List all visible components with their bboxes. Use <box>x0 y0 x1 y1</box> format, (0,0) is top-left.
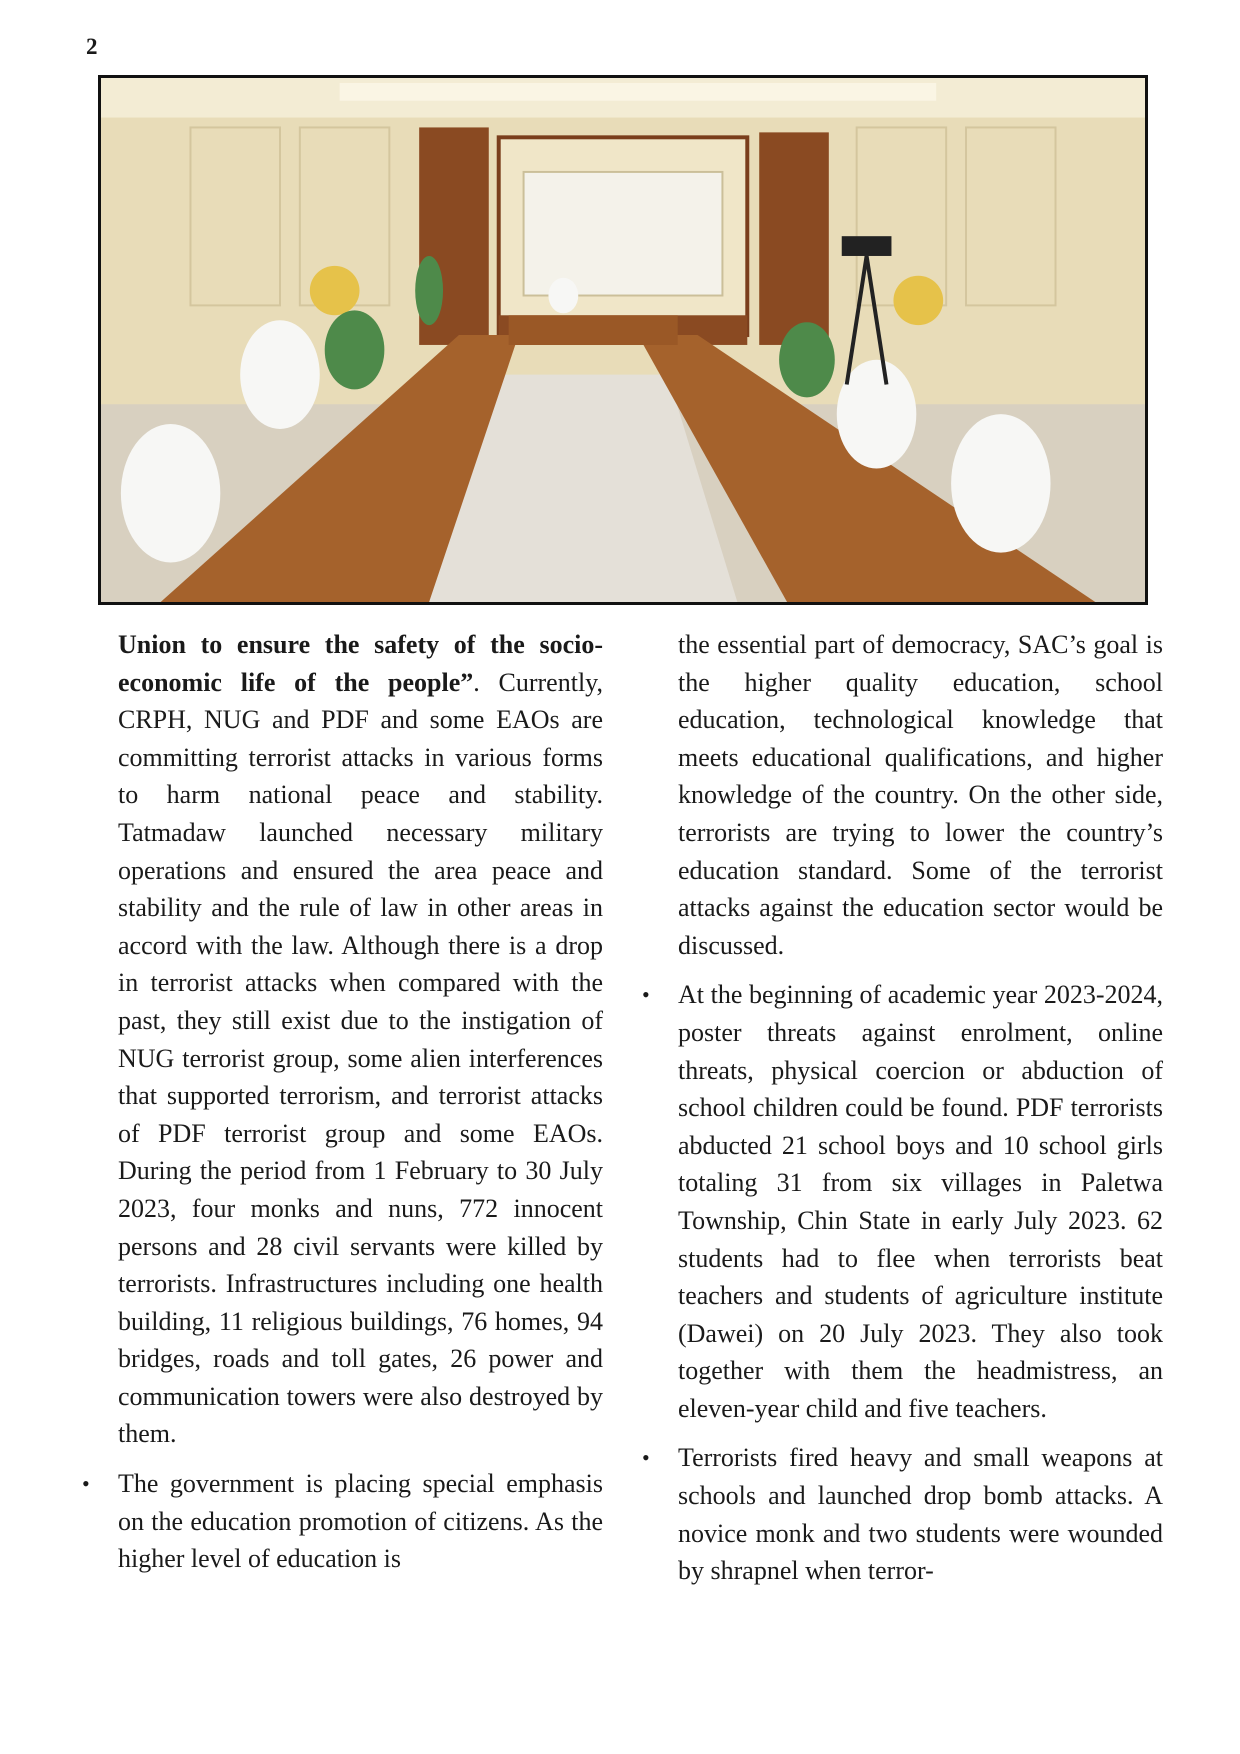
lead-bold-text: Union to ensure the safety of the socio-economic life of the people” <box>118 630 603 697</box>
left-column <box>82 626 603 1578</box>
bullet-dot: • <box>82 1471 90 1497</box>
meeting-room-photo <box>98 75 1148 605</box>
right-column <box>642 626 1163 1590</box>
paragraph-text: . Currently, CRPH, NUG and PDF and some EAOs are committing terrorist attacks in various forms to harm national peace and stability. Tatmadaw launched necessary military operations and ensured the area peace and stability and the rule of law in other areas in accord with the law. Although there is a drop in terrorist attacks when compared with the past, they still exist due to the instigation of NUG terrorist group, some alien interferences that supported terrorism, and terrorist attacks of PDF terrorist group and some EAOs. During the period from 1 February to 30 July 2023, four monks and nuns, 772 innocent persons and 28 civil servants were killed by terrorists. Infrastructures including one health building, 11 religious buildings, 76 homes, 94 bridges, roads and toll gates, 26 power and communication towers were also destroyed by them. <box>118 667 603 1449</box>
photo-illustration <box>101 78 1145 602</box>
bullet-text: Terrorists fired heavy and small weapons at schools and launched drop bomb attacks. A novice monk and two students were wounded by shrapnel when terror- <box>678 1443 1163 1586</box>
bullet-text: At the beginning of academic year 2023-2024, poster threats against enrolment, online threats, physical coercion or abduction of school children could be found. PDF terrorists abducted 21 school boys and 10 school girls totaling 31 from six villages in Paletwa Township, Chin State in early July 2023. 62 students had to flee when terrorists beat teachers and students of agriculture institute (Dawei) on 20 July 2023. They also took together with them the headmistress, an eleven-year child and five teachers. <box>678 980 1163 1423</box>
bullet-item <box>642 1439 1163 1589</box>
bullet-text: The government is placing special emphasis on the education promotion of citizens. As the higher level of education is <box>118 1469 603 1574</box>
article-paragraph-continued: the essential part of democracy, SAC’s goal is the higher quality education, school education, technological knowledge that meets educational qualifications, and higher knowledge of the country. On the other side, terrorists are trying to lower the country’s education standard. Some of the terrorist attacks against the education sector would be discussed. <box>678 630 1163 960</box>
bullet-dot: • <box>642 1445 650 1471</box>
bullet-item <box>82 1465 603 1578</box>
bullet-item <box>642 976 1163 1427</box>
article-paragraph <box>118 626 603 1453</box>
page-number: 2 <box>86 34 98 59</box>
bullet-dot: • <box>642 982 650 1008</box>
